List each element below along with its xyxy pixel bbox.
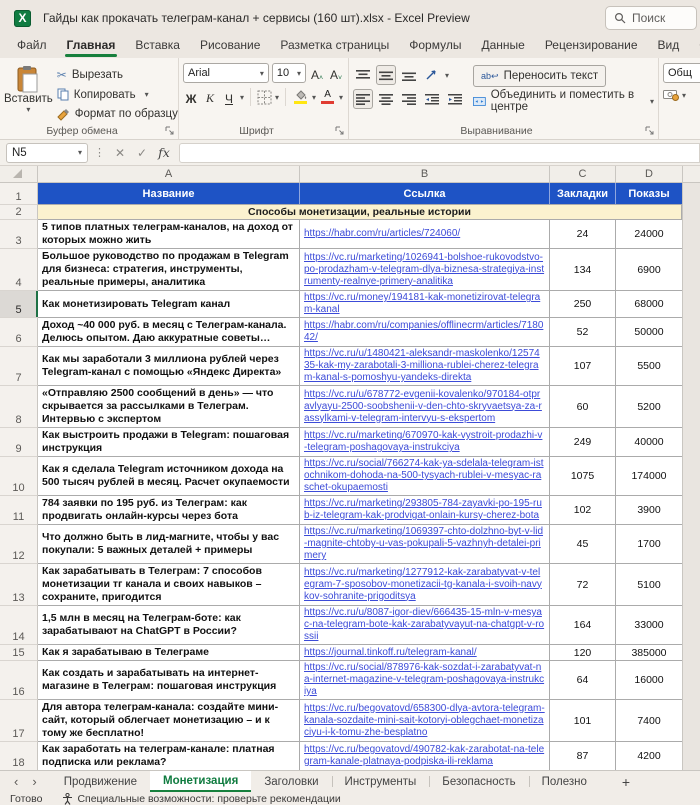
link-cell[interactable] [300,645,550,661]
font-size-combo[interactable]: 10 ▾ [272,63,306,83]
views-cell[interactable]: 5500 [616,347,683,386]
orientation-button[interactable] [422,65,442,85]
bookmarks-cell[interactable]: 1075 [550,457,616,496]
clipboard-icon [16,65,40,93]
search-placeholder: Поиск [632,11,666,25]
hyperlink[interactable]: https://vc.ru/marketing/1026941-bolshoe-rukovodstvo-po-prodazham-v-telegram-dlya-biznesa-strategiya-instrumenty-realnye-primery-analitika [304,251,545,287]
link-cell[interactable] [300,428,550,457]
enter-formula-icon[interactable]: ✓ [136,145,148,160]
row-number[interactable]: 8 [0,386,38,428]
search-icon [614,12,626,24]
paste-label: Вставить [4,93,53,105]
table-row [0,220,682,249]
table-row [0,249,682,291]
title-cell[interactable]: 5 типов платных телеграм-каналов, на доход от которых можно жить [38,220,300,249]
table-row [0,428,682,457]
link-cell[interactable] [300,564,550,606]
link-cell[interactable] [300,249,550,291]
bookmarks-cell[interactable]: 164 [550,606,616,645]
bookmarks-cell[interactable]: 134 [550,249,616,291]
align-left-button[interactable] [353,89,373,109]
views-cell[interactable]: 1700 [616,525,683,564]
link-cell[interactable] [300,291,550,318]
table-row [0,457,682,496]
link-cell[interactable] [300,347,550,386]
row-number[interactable]: 6 [0,318,38,347]
wrap-text-button[interactable]: ab↩ Переносить текст [473,65,606,87]
hyperlink[interactable]: https://vc.ru/marketing/1277912-kak-zarabatyvat-v-telegram-7-sposobov-monetizacii-tg-kanala-i-svoih-navykov-sohranite-prigoditsya [304,566,542,602]
hyperlink[interactable]: https://vc.ru/u/678772-evgenii-kovalenko/970184-otpravlyayu-2500-soobshenii-v-den-chto-skryvaetsya-za-rassylkami-v-telegram-intervyu-s-ekspertom [304,388,542,424]
menu-tab-file[interactable]: Файл [17,38,47,52]
views-cell[interactable]: 6900 [616,249,683,291]
bold-button[interactable]: Ж [185,92,197,106]
insert-function-icon[interactable]: fx [158,145,170,160]
menu-tab-data[interactable]: Данные [481,38,525,52]
link-cell[interactable] [300,661,550,700]
row-number[interactable]: 10 [0,457,38,496]
row-number[interactable]: 9 [0,428,38,457]
table-row [0,742,682,770]
table-row [0,564,682,606]
paint-bucket-icon [294,90,307,100]
align-right-button[interactable] [399,89,419,109]
link-cell[interactable] [300,742,550,770]
title-cell[interactable]: Доход ~40 000 руб. в месяц с Телеграм-канала. Делюсь опытом. Даю аккуратные советы… [38,318,300,347]
column-header-a[interactable]: A [38,166,300,182]
table-header-row [0,183,682,205]
accounting-format-icon[interactable] [663,89,679,101]
font-color-button[interactable]: А [319,90,336,104]
views-cell[interactable]: 40000 [616,428,683,457]
column-header-c[interactable]: C [550,166,616,182]
alignment-group-label: Выравнивание [460,125,533,137]
select-all-button[interactable] [0,166,38,182]
document-title: Гайды как прокачать телеграм-канал + сервисы (160 шт).xlsx - Excel Preview [43,11,470,25]
table-row [0,661,682,700]
section-title-cell[interactable]: Способы монетизации, реальные истории [38,205,682,220]
sheet-next-icon[interactable]: › [32,774,37,789]
align-bottom-button[interactable] [399,65,419,85]
sheet-tab-bar [0,770,700,792]
row-number[interactable]: 2 [0,205,38,220]
hyperlink[interactable]: https://vc.ru/social/766274-kak-ya-sdelala-telegram-istochnikom-dohoda-na-500-tysyach-rublei-v-mesyac-raschet-okupaemosti [304,458,544,493]
sheet-tab-Продвижение[interactable]: Продвижение [63,775,137,788]
align-center-button[interactable] [376,89,396,109]
menu-tab-formulas[interactable]: Формулы [409,38,462,52]
font-name-combo[interactable]: Arial ▾ [183,63,269,83]
ribbon [0,58,700,140]
title-cell[interactable]: Большое руководство по продажам в Telegram для бизнеса: стратегия, инструменты, реальные примеры, аналитика [38,249,300,291]
column-headers [0,166,700,183]
hyperlink[interactable]: https://habr.com/ru/companies/offlinecrm/articles/718042/ [304,320,544,343]
format-painter-button[interactable]: Формат по образцу [57,105,178,123]
views-cell[interactable]: 7400 [616,700,683,742]
menu-tab-view[interactable]: Вид [657,38,680,52]
chevron-down-icon: ▾ [259,68,264,78]
bookmarks-cell[interactable]: 72 [550,564,616,606]
views-cell[interactable]: 5200 [616,386,683,428]
link-cell[interactable] [300,700,550,742]
align-middle-button[interactable] [376,65,396,85]
align-top-button[interactable] [353,65,373,85]
table-row [0,347,682,386]
bookmarks-cell[interactable]: 87 [550,742,616,770]
sheet-tab-Инструменты[interactable]: Инструменты [332,771,430,792]
title-cell[interactable]: Как монетизировать Telegram канал [38,291,300,318]
sheet-tab-Заголовки[interactable]: Заголовки [264,775,319,788]
column-header-filler [683,166,700,182]
cut-button[interactable]: ✂ Вырезать [56,67,123,82]
table-row [0,291,682,318]
menu-tabs [0,36,700,58]
table-row [0,645,682,661]
add-sheet-button[interactable]: + [621,773,631,790]
table-row [0,496,682,525]
chevron-down-icon: ▾ [649,96,654,106]
hyperlink[interactable]: https://vc.ru/begovatovd/490782-kak-zarabotat-na-telegram-kanale-platnaya-podpiska-ili-reklama [304,744,545,767]
borders-button[interactable] [257,90,272,105]
link-cell[interactable] [300,496,550,525]
hyperlink[interactable]: https://vc.ru/u/8087-igor-diev/666435-15-mln-v-mesyac-na-telegram-bote-kak-zarabatyvayut-na-chatgpt-v-rossii [304,607,545,642]
bookmarks-cell[interactable]: 249 [550,428,616,457]
italic-button[interactable]: К [206,91,214,105]
fill-color-button[interactable] [292,90,309,104]
chevron-down-icon[interactable]: ▾ [275,92,280,102]
row-number[interactable]: 13 [0,564,38,606]
font-dialog-launcher[interactable] [335,126,345,136]
title-cell[interactable]: Для автора телеграм-канала: создайте мини-сайт, который облегчает монетизацию – и к тому же бесплатно! [38,700,300,742]
title-cell[interactable]: Как мы заработали 3 миллиона рублей через Telegram-канал с помощью «Яндекс Директа» [38,347,300,386]
row-number[interactable]: 15 [0,645,38,661]
status-ready: Готово [10,793,43,805]
title-cell[interactable]: Как я зарабатываю в Телеграме [38,645,300,661]
status-bar [0,792,700,805]
bookmarks-cell[interactable]: 24 [550,220,616,249]
sheet-tab-Монетизация[interactable]: Монетизация [150,771,251,792]
chevron-down-icon: ▾ [144,90,149,99]
select-all-icon [13,169,22,178]
chevron-down-icon: ▾ [26,105,31,114]
header-cell-bookmarks[interactable]: Закладки [550,183,616,205]
format-painter-icon [57,108,70,121]
title-cell[interactable]: Как я сделала Telegram источником дохода на 500 тысяч рублей в месяц. Расчет окупаемости [38,457,300,496]
name-box[interactable]: N5 ▾ [6,143,88,163]
font-group-label: Шрифт [239,125,274,137]
menu-tab-review[interactable]: Рецензирование [544,38,638,52]
title-cell[interactable]: Как создать и зарабатывать на интернет-магазине в Телеграм: пошаговая инструкция [38,661,300,700]
bookmarks-cell[interactable]: 52 [550,318,616,347]
sheet-tab-Безопасность[interactable]: Безопасность [429,771,528,792]
row-number[interactable]: 11 [0,496,38,525]
title-cell[interactable]: 784 заявки по 195 руб. из Телеграм: как продвигать онлайн-курсы через бота [38,496,300,525]
menu-tab-layout[interactable]: Разметка страницы [280,38,390,52]
formula-bar [0,140,700,166]
underline-button[interactable]: Ч [225,92,233,106]
chevron-down-icon[interactable]: ▾ [445,70,450,80]
views-cell[interactable]: 174000 [616,457,683,496]
hyperlink[interactable]: https://vc.ru/marketing/1069397-chto-dolzhno-byt-v-lid-magnite-chtoby-u-vas-pokupali-5-vazhnyh-detalei-primery [304,526,544,561]
views-cell[interactable]: 16000 [616,661,683,700]
header-cell-views[interactable]: Показы [616,183,683,205]
row-number[interactable]: 5 [0,291,38,318]
alignment-group [348,58,658,139]
hyperlink[interactable]: https://habr.com/ru/articles/724060/ [304,228,461,239]
clipboard-group [0,58,178,139]
sheet-tab-Полезно[interactable]: Полезно [529,771,600,792]
chevron-down-icon: ▾ [77,148,82,157]
row-number[interactable]: 18 [0,742,38,770]
section-row [0,205,682,220]
link-cell[interactable] [300,220,550,249]
bookmarks-cell[interactable]: 101 [550,700,616,742]
row-number[interactable]: 4 [0,249,38,291]
increase-font-button[interactable]: А $_˄$ [310,68,324,82]
number-format-combo[interactable]: Общ [663,63,700,83]
number-group [658,58,700,139]
worksheet [0,166,700,770]
views-cell[interactable]: 4200 [616,742,683,770]
views-cell[interactable]: 68000 [616,291,683,318]
cancel-formula-icon[interactable]: ✕ [114,145,126,160]
views-cell[interactable]: 3900 [616,496,683,525]
bookmarks-cell[interactable]: 107 [550,347,616,386]
formula-bar-divider: ⋮ [94,147,105,159]
views-cell[interactable]: 33000 [616,606,683,645]
row-number[interactable]: 12 [0,525,38,564]
views-cell[interactable]: 5100 [616,564,683,606]
row-number[interactable]: 17 [0,700,38,742]
scissors-icon: ✂ [56,67,67,82]
header-cell-link[interactable]: Ссылка [300,183,550,205]
chevron-down-icon[interactable]: ▾ [339,92,344,102]
table-row [0,525,682,564]
font-group [178,58,348,139]
grid-rows [0,183,683,770]
table-row [0,700,682,742]
sheet-tabs [51,771,600,792]
bookmarks-cell[interactable]: 250 [550,291,616,318]
bookmarks-cell[interactable]: 64 [550,661,616,700]
clipboard-dialog-launcher[interactable] [165,126,175,136]
bookmarks-cell[interactable]: 120 [550,645,616,661]
excel-app-icon: X [14,10,31,27]
table-row [0,386,682,428]
chevron-down-icon[interactable]: ▾ [312,92,317,102]
sheet-prev-icon[interactable]: ‹ [14,774,19,789]
menu-tab-help[interactable] [690,36,700,56]
decrease-font-button[interactable]: А $_˅$ [329,68,343,82]
link-cell[interactable] [300,457,550,496]
views-cell[interactable]: 24000 [616,220,683,249]
title-cell[interactable]: Как заработать на телеграм-канале: платная подписка или реклама? [38,742,300,770]
hyperlink[interactable]: https://vc.ru/begovatovd/658300-dlya-avtora-telegram-kanala-sozdaite-mini-sait-kotoryi-oblegchaet-monetizaciyu-i-k-tomu-zhe-besplatno [304,702,545,738]
menu-tab-home[interactable]: Главная [58,36,125,56]
hyperlink[interactable]: https://vc.ru/money/194181-kak-monetizirovat-telegram-kanal [304,292,541,315]
copy-icon [57,88,69,101]
formula-input[interactable] [179,143,700,163]
table-row [0,606,682,645]
row-number[interactable]: 7 [0,347,38,386]
hyperlink[interactable]: https://journal.tinkoff.ru/telegram-kanal/ [304,646,477,658]
title-cell[interactable]: «Отправляю 2500 сообщений в день» — что скрывается за рассылками в Телеграм. Интервью с экспертом [38,386,300,428]
column-header-d[interactable]: D [616,166,683,182]
title-cell[interactable]: 1,5 млн в месяц на Телеграм-боте: как зарабатывают на ChatGPT в России? [38,606,300,645]
link-cell[interactable] [300,525,550,564]
table-row [0,318,682,347]
bookmarks-cell[interactable]: 60 [550,386,616,428]
hyperlink[interactable]: https://vc.ru/social/878976-kak-sozdat-i-zarabatyvat-na-internet-magazine-v-telegram-poshagovaya-instrukciya [304,662,545,697]
menu-tab-draw[interactable]: Рисование [199,38,261,52]
accessibility-status[interactable]: Специальные возможности: проверьте рекомендации [77,793,341,805]
merge-cells-icon [473,96,486,107]
clipboard-group-label: Буфер обмена [46,125,118,137]
chevron-down-icon: ▾ [296,68,301,78]
header-cell-name[interactable]: Название [38,183,300,205]
wrap-text-icon: ab↩ [481,70,499,81]
hyperlink[interactable]: https://vc.ru/marketing/670970-kak-vystroit-prodazhi-v-telegram-poshagovaya-instrukciya [304,430,543,453]
paste-button[interactable] [4,63,53,123]
link-cell[interactable] [300,318,550,347]
bookmarks-cell[interactable]: 102 [550,496,616,525]
link-cell[interactable] [300,386,550,428]
alignment-dialog-launcher[interactable] [645,126,655,136]
title-cell[interactable]: Как выстроить продажи в Telegram: пошаговая инструкция [38,428,300,457]
title-cell[interactable]: Что должно быть в лид-магните, чтобы у вас покупали: 5 важных деталей + примеры [38,525,300,564]
decrease-indent-button[interactable] [422,89,442,109]
title-bar [0,0,700,36]
views-cell[interactable]: 385000 [616,645,683,661]
chevron-down-icon[interactable]: ▾ [240,92,245,102]
row-number[interactable]: 14 [0,606,38,645]
row-number[interactable]: 1 [0,183,38,205]
link-cell[interactable] [300,606,550,645]
row-number[interactable]: 16 [0,661,38,700]
chevron-down-icon[interactable]: ▾ [682,90,687,100]
merge-center-button[interactable]: Объединить и поместить в центре ▾ [473,91,654,111]
search-box[interactable] [605,6,697,30]
copy-button[interactable]: Копировать ▾ [57,86,178,104]
bookmarks-cell[interactable]: 45 [550,525,616,564]
accessibility-icon [62,793,73,805]
views-cell[interactable]: 50000 [616,318,683,347]
hyperlink[interactable]: https://vc.ru/u/1480421-aleksandr-maskolenko/1257435-kak-my-zarabotali-3-milliona-rublei-cherez-telegram-kanal-s-pomoshyu-yandeks-direkta [304,348,540,383]
hyperlink[interactable]: https://vc.ru/marketing/293805-784-zayavki-po-195-rub-iz-telegram-kak-prodvigat-onlain-kursy-cherez-bota [304,498,542,521]
menu-tab-insert[interactable]: Вставка [135,38,180,52]
increase-indent-button[interactable] [445,89,465,109]
column-header-b[interactable]: B [300,166,550,182]
row-number[interactable]: 3 [0,220,38,249]
title-cell[interactable]: Как зарабатывать в Телеграм: 7 способов монетизации тг канала и своих навыков – сохраните, пригодится [38,564,300,606]
